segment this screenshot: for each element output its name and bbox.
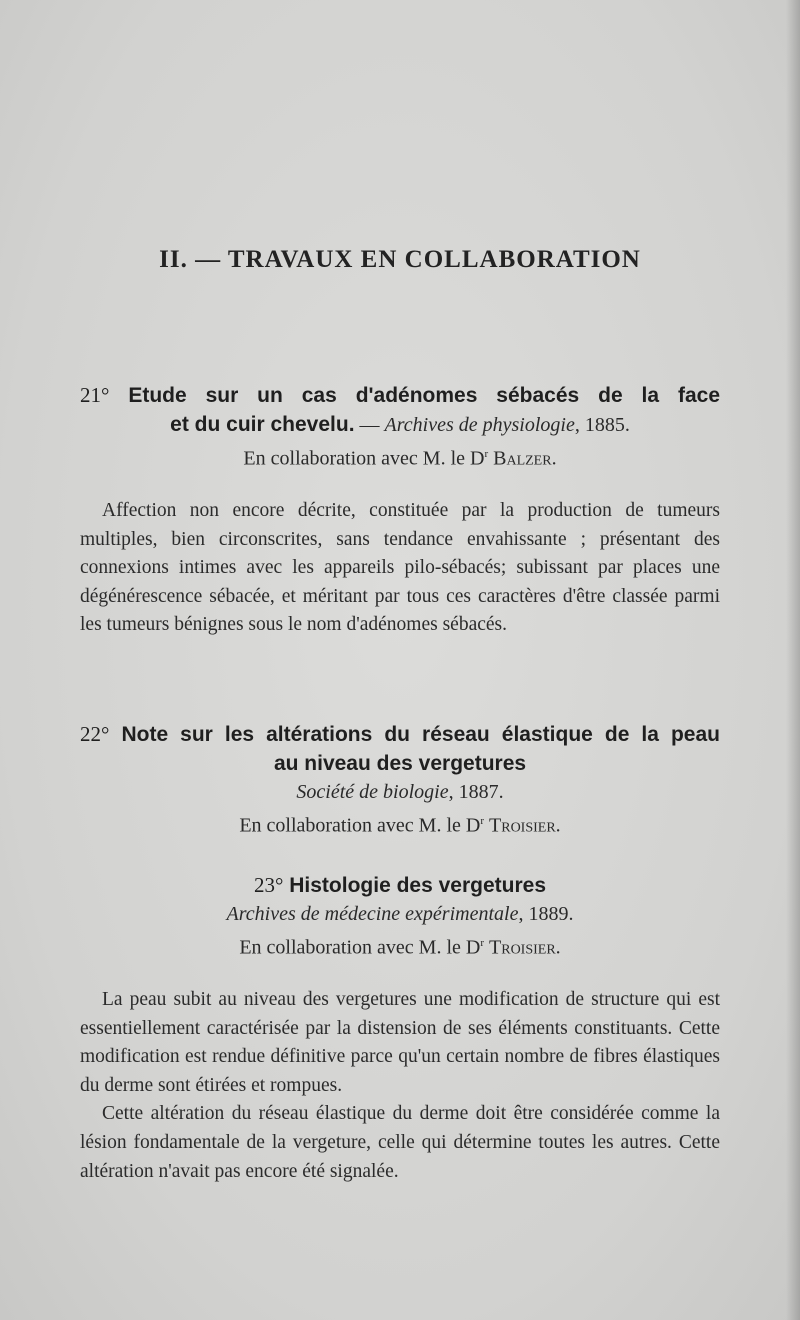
entry-21-collaboration <box>80 440 720 474</box>
entry-21-title-line1 <box>80 381 720 410</box>
entry-22 <box>80 720 720 841</box>
entry-23-journal: Archives de médecine expérimentale <box>226 903 519 925</box>
paragraph-23-text-2: Cette altération du réseau élastique du derme doit être considérée comme la lésion fondamentale de la vergeture, celle qui détermine toutes les autres. Cette altération n'avait pas encore été signalée. <box>80 1103 720 1182</box>
entry-22-collab-name: Troisier. <box>489 814 561 837</box>
entry-22-title-line2: au niveau des vergetures <box>273 752 527 775</box>
entry-22-year: , 1887. <box>448 781 504 803</box>
section-title: II. — TRAVAUX EN COLLABORATION <box>159 246 641 273</box>
entry-21-collab-prefix: En collaboration avec M. le D <box>243 447 485 470</box>
page-edge-shadow <box>786 0 800 1320</box>
entry-21-journal: Archives de physiologie <box>384 414 575 436</box>
entry-22-collab-prefix: En collaboration avec M. le D <box>239 814 481 837</box>
entry-21-title-text-2: et du cuir chevelu. <box>170 413 355 436</box>
entry-23 <box>80 871 720 963</box>
entry-21-collab-name: Balzer. <box>493 447 557 470</box>
entry-23-collab-sup: r <box>480 937 485 949</box>
paragraph-23-text-1: La peau subit au niveau des vergetures une modification de structure qui est essentiellement caractérisée par la distension de ses éléments constituants. Cette modification est rendue définitive parce qu'un certain nombre de fibres élastiques du derme sont étirées et rompues. <box>80 989 720 1096</box>
entry-23-title-text: Histologie des vergetures <box>289 874 546 897</box>
entry-21-dash: — <box>354 414 385 436</box>
entry-22-title-text-1: Note sur les altérations du réseau élastique de la peau <box>121 723 720 746</box>
paragraph-21-text: Affection non encore décrite, constituée par la production de tumeurs multiples, bien circonscrites, sans tendance envahissante ; présentant des connexions intimes avec les appareils pilo-sébacés; subissant par places une dégénérescence sébacée, et méritant par tous ces caractères d'être classée parmi les tumeurs bénignes sous le nom d'adénomes sébacés. <box>80 500 720 636</box>
entry-23-title-line <box>80 871 720 900</box>
entry-21-collab-sup: r <box>484 448 489 460</box>
entry-21-year: , 1885. <box>574 414 630 436</box>
entry-22-journal-line <box>80 778 720 807</box>
entry-22-collab-sup: r <box>480 815 485 827</box>
entry-22-title-line1 <box>80 720 720 749</box>
entry-23-collab-name: Troisier. <box>489 936 561 959</box>
entry-23-journal-line <box>80 900 720 929</box>
entry-23-collaboration <box>80 929 720 963</box>
paragraph-21 <box>80 497 720 640</box>
entry-22-journal: Société de biologie <box>296 781 449 803</box>
entry-22-collaboration <box>80 807 720 841</box>
entry-21-title-line2 <box>80 410 720 440</box>
entry-23-number: 23° <box>254 873 284 897</box>
paragraph-23 <box>80 986 720 1186</box>
entry-23-year: , 1889. <box>518 903 574 925</box>
entry-23-collab-prefix: En collaboration avec M. le D <box>239 936 481 959</box>
entry-22-number: 22° <box>80 722 110 746</box>
entry-21 <box>80 381 720 474</box>
entry-21-title-text-1: Etude sur un cas d'adénomes sébacés de la face <box>128 384 720 407</box>
entry-21-number: 21° <box>80 383 110 407</box>
